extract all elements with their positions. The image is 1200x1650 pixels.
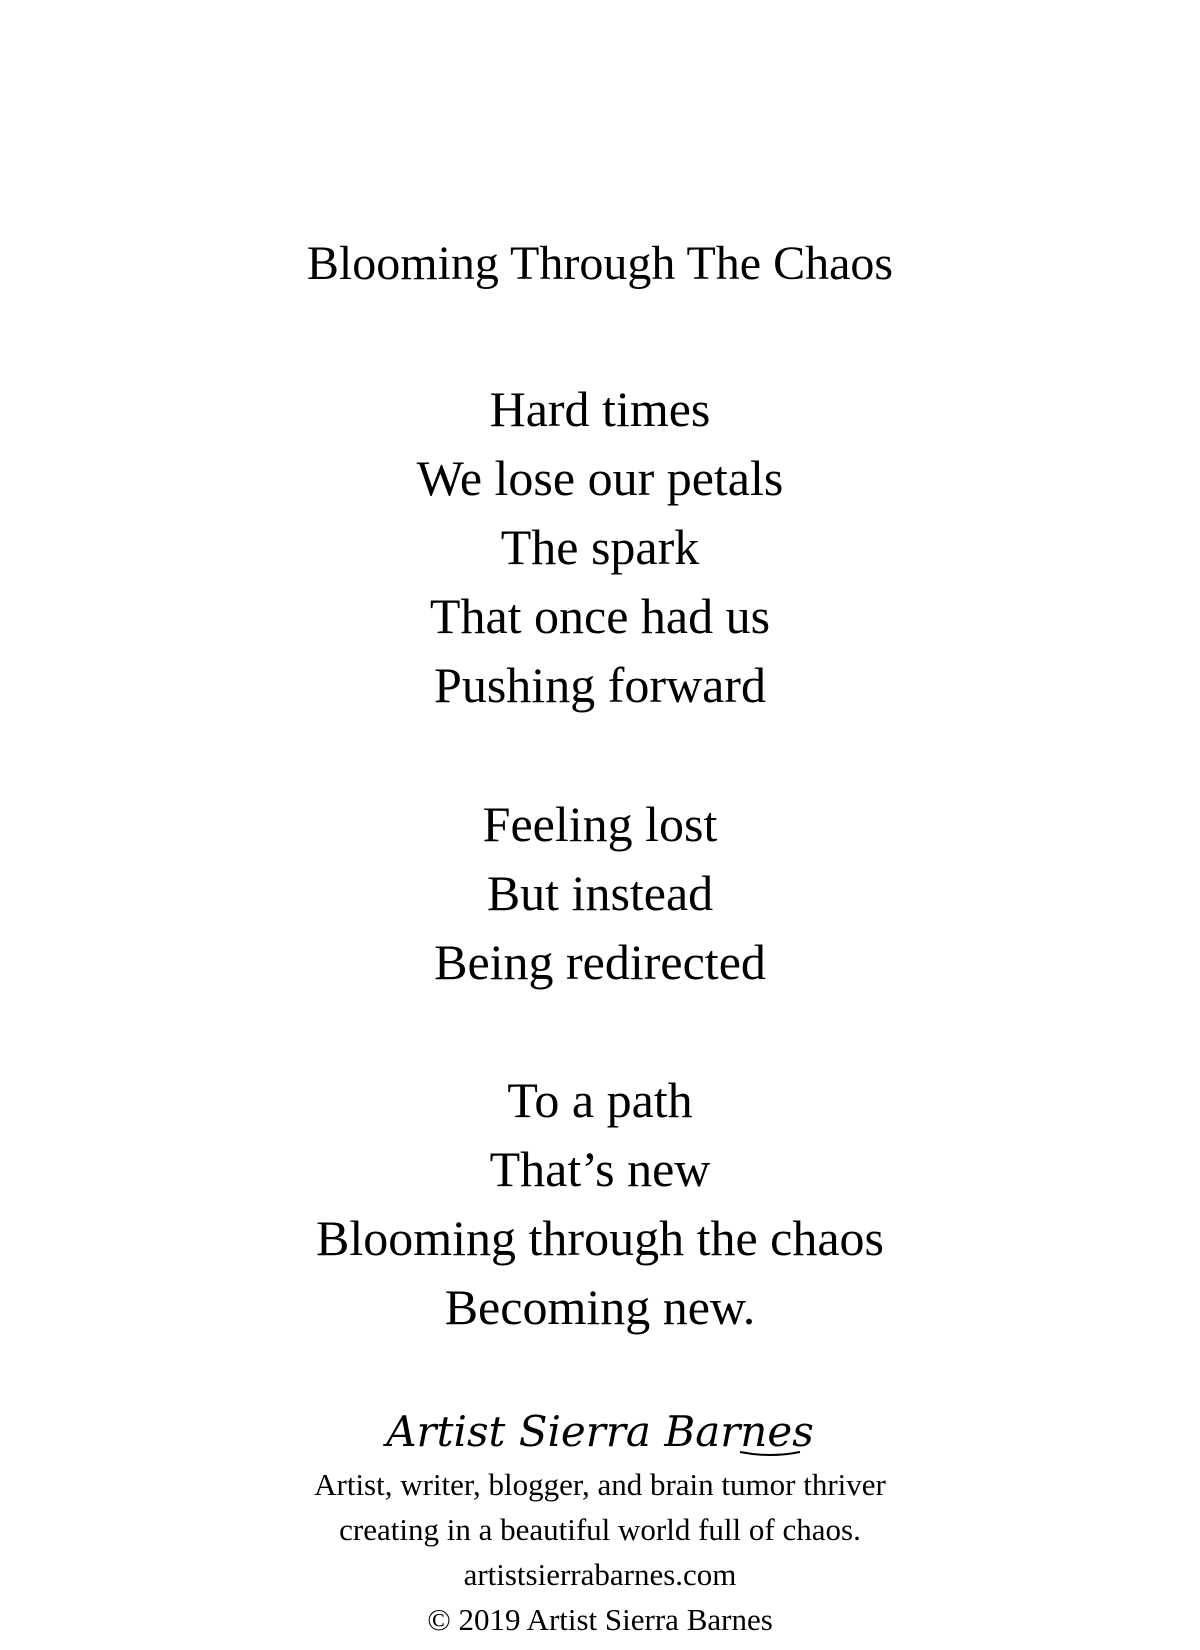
poem-line: Pushing forward (434, 657, 766, 713)
website-link: artistsierrabarnes.com (463, 1557, 737, 1592)
signature-text: Artist Sierra Barnes (386, 1408, 814, 1456)
poem-line: We lose our petals (416, 450, 784, 506)
stanza-1 (0, 375, 1200, 720)
author-footer (0, 1462, 1200, 1642)
poem-line: Becoming new. (444, 1279, 756, 1335)
poem-title: Blooming Through The Chaos (306, 237, 894, 290)
poem-line: Being redirected (434, 934, 766, 990)
stanza-2 (0, 790, 1200, 997)
author-bio-line-2: creating in a beautiful world full of chaos. (339, 1512, 861, 1547)
signature-graphic (380, 1408, 820, 1458)
poem-line: Blooming through the chaos (316, 1210, 884, 1266)
poem-line: Hard times (489, 381, 711, 437)
poem-line: That once had us (429, 588, 771, 644)
handwritten-signature (0, 1408, 1200, 1458)
poem-line: That’s new (489, 1141, 711, 1197)
poem-line: But instead (486, 865, 714, 921)
stanza-3 (0, 1066, 1200, 1342)
author-bio-line-1: Artist, writer, blogger, and brain tumor thriver (314, 1467, 886, 1502)
poem-line: The spark (500, 519, 700, 575)
copyright-notice: © 2019 Artist Sierra Barnes (427, 1602, 773, 1637)
poem-line: Feeling lost (482, 796, 718, 852)
poem-line: To a path (507, 1072, 693, 1128)
